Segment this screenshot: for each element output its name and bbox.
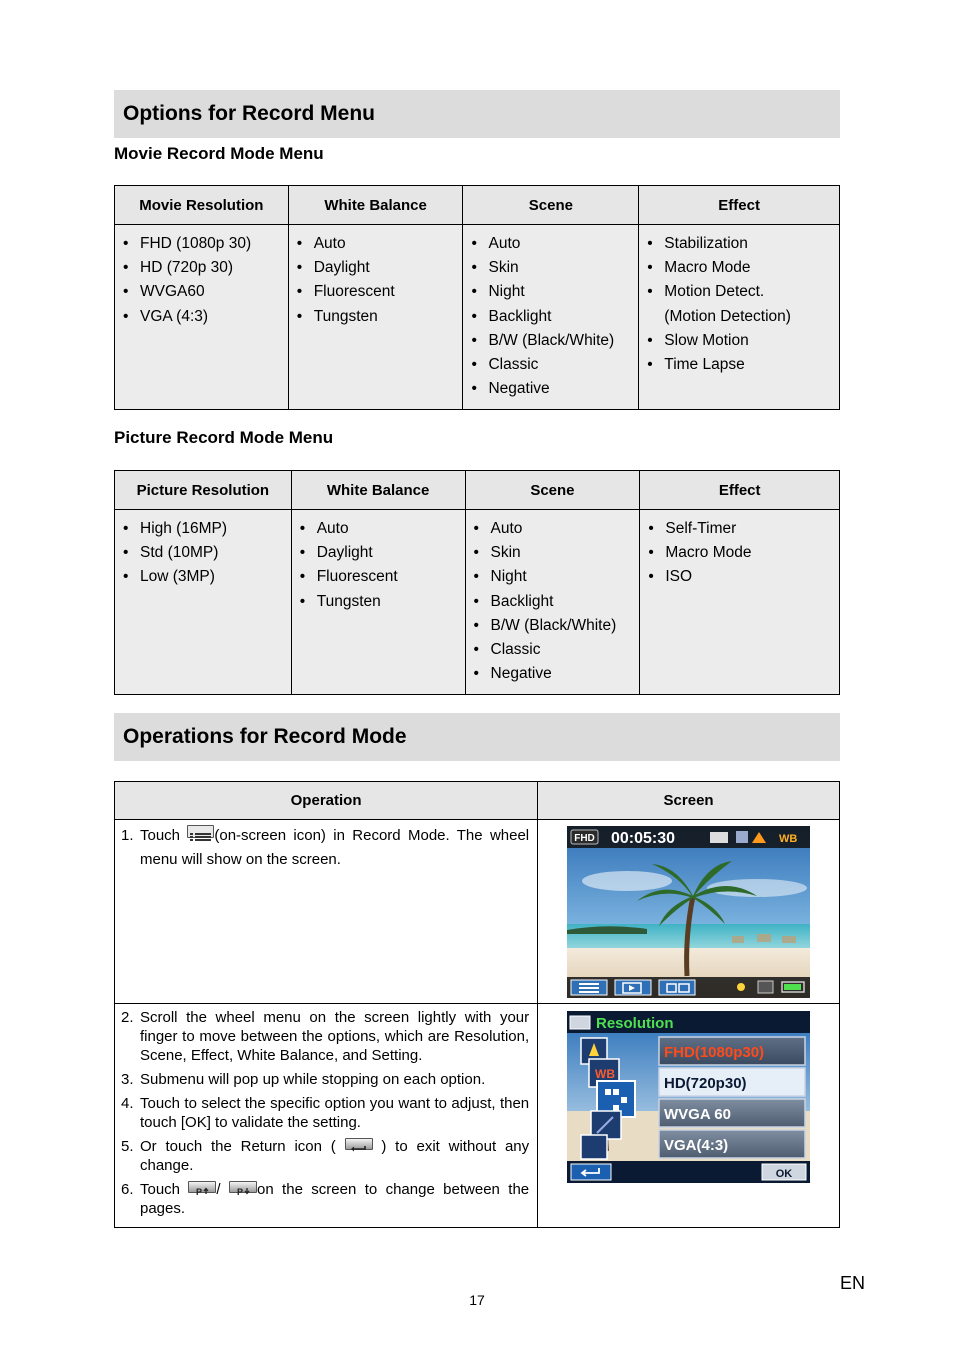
picture-menu-table [114, 470, 840, 695]
list-item: • Fluorescent [295, 280, 457, 304]
step-number: 5. [121, 1138, 134, 1155]
list-item: • Night [469, 280, 632, 304]
resolution-menu-screenshot [567, 1011, 810, 1183]
list-item: • Motion Detect. [645, 280, 833, 304]
step-text: on the screen to change between the pages. [140, 1181, 530, 1217]
list-item: • B/W (Black/White) [469, 329, 632, 353]
step-text: Touch to select the specific option you want to adjust, then touch [OK] to validate the setting. [140, 1095, 530, 1131]
option-list [298, 517, 459, 614]
list-item: • Macro Mode [646, 541, 833, 565]
operation-step-1 [121, 824, 529, 872]
options-section-bar [114, 90, 840, 138]
record-mode-screen-cell [538, 820, 840, 1004]
list-item: • VGA (4:3) [121, 305, 282, 329]
list-item: (Motion Detection) [664, 307, 791, 325]
step-text: (on-screen icon) in Record Mode. The wheel menu will show on the screen. [140, 827, 530, 868]
list-item: • Tungsten [298, 590, 459, 614]
list-item: • ISO [646, 565, 833, 589]
list-item: • Auto [469, 232, 632, 256]
setting-wheel-item[interactable] [581, 1135, 607, 1159]
operation-step-2 [121, 1008, 529, 1065]
step-text: Touch [140, 1181, 189, 1198]
menu-list-icon [187, 825, 214, 838]
wheel-wb-label: WB [595, 1067, 616, 1081]
list-item: • Slow Motion [645, 329, 833, 353]
list-item: • Classic [472, 638, 634, 662]
list-item: • Low (3MP) [121, 565, 285, 589]
step-number: 4. [121, 1095, 134, 1112]
step-text: Scroll the wheel menu on the screen lightly with your finger to move between the options, which are Resolution, Scene, Effect, White Balance, and Setting. [140, 1009, 530, 1064]
resolution-menu-screen-cell [538, 1004, 840, 1228]
list-item: • Auto [472, 517, 634, 541]
list-item: • Auto [295, 232, 457, 256]
picture-menu-heading: Picture Record Mode Menu [114, 428, 334, 447]
page-up-icon [188, 1181, 216, 1196]
step-number: 6. [121, 1181, 134, 1198]
step-text: Or touch the Return icon ( [140, 1138, 345, 1155]
list-item: • Negative [472, 662, 634, 686]
movie-menu-header-2: White Balance [288, 186, 463, 225]
resolution-option-2-label: HD(720p30) [664, 1075, 747, 1092]
page-up-label: P [196, 1187, 203, 1196]
option-list [472, 517, 634, 686]
picture-menu-cell-3 [465, 510, 640, 695]
list-item: • Time Lapse [645, 353, 833, 377]
timecode-label: 00:05:30 [611, 830, 676, 847]
page-number: 17 [469, 1292, 485, 1308]
wb-label: WB [779, 833, 798, 845]
resolution-option-3-label: WVGA 60 [664, 1106, 732, 1123]
list-item: • FHD (1080p 30) [121, 232, 282, 256]
return-button[interactable] [571, 1164, 611, 1180]
list-item: • Fluorescent [298, 565, 459, 589]
list-item: • B/W (Black/White) [472, 614, 634, 638]
picture-menu-cell-4 [640, 510, 840, 695]
list-item: • Classic [469, 353, 632, 377]
list-item: • Std (10MP) [121, 541, 285, 565]
operation-step-3 [121, 1070, 529, 1089]
list-item: • Tungsten [295, 305, 457, 329]
list-item: • Night [472, 565, 634, 589]
option-list [295, 232, 457, 329]
page-down-label: P [236, 1187, 243, 1196]
mode-badge-label: FHD [574, 833, 595, 844]
picture-menu-header-2: White Balance [291, 471, 465, 510]
movie-menu-header-1: Movie Resolution [115, 186, 289, 225]
list-item: • WVGA60 [121, 280, 282, 304]
list-item: • Negative [469, 377, 632, 401]
list-item: • Skin [472, 541, 634, 565]
list-item: • Self-Timer [646, 517, 833, 541]
movie-menu-cell-1 [115, 225, 289, 410]
step-text: Submenu will pop up while stopping on each option. [140, 1071, 486, 1088]
operations-table [114, 781, 840, 1228]
language-marker: EN [840, 1273, 866, 1293]
operation-column-header: Operation [115, 782, 538, 820]
operation-step-4 [121, 1094, 529, 1132]
list-item: • Macro Mode [645, 256, 833, 280]
screen-column-header: Screen [538, 782, 840, 820]
step-text: / [216, 1181, 229, 1198]
step-number: 3. [121, 1071, 134, 1088]
picture-menu-header-1: Picture Resolution [115, 471, 292, 510]
list-item: • High (16MP) [121, 517, 285, 541]
options-section-title: Options for Record Menu [123, 102, 375, 125]
picture-menu-cell-2 [291, 510, 465, 695]
record-mode-screenshot [567, 826, 810, 998]
operation-step-6 [121, 1180, 529, 1218]
operation-step-5 [121, 1137, 529, 1175]
operations-section-title: Operations for Record Mode [123, 725, 407, 748]
movie-menu-cell-2 [288, 225, 463, 410]
movie-menu-heading: Movie Record Mode Menu [114, 144, 324, 163]
option-list [469, 232, 632, 401]
movie-menu-header-3: Scene [463, 186, 639, 225]
picture-menu-cell-1 [115, 510, 292, 695]
option-list [645, 232, 833, 377]
list-item: • HD (720p 30) [121, 256, 282, 280]
step-number: 2. [121, 1009, 134, 1026]
return-icon [345, 1138, 373, 1150]
resolution-option-4-label: VGA(4:3) [664, 1137, 729, 1154]
operation-steps-2-6-cell [115, 1004, 538, 1228]
movie-menu-cell-3 [463, 225, 639, 410]
resolution-menu-title: Resolution [596, 1015, 674, 1032]
list-item: • Backlight [469, 305, 632, 329]
step-text: ) to exit without any change. [140, 1138, 530, 1174]
list-item: • Auto [298, 517, 459, 541]
list-item: • Backlight [472, 590, 634, 614]
resolution-option-1-label: FHD(1080p30) [664, 1044, 765, 1061]
list-item: • Stabilization [645, 232, 833, 256]
picture-menu-header-3: Scene [465, 471, 640, 510]
movie-menu-cell-4 [639, 225, 840, 410]
option-list [121, 517, 285, 590]
movie-menu-header-4: Effect [639, 186, 840, 225]
picture-menu-header-4: Effect [640, 471, 840, 510]
operations-section-bar [114, 713, 840, 761]
list-item: • Skin [469, 256, 632, 280]
list-item: • Daylight [298, 541, 459, 565]
movie-menu-table [114, 185, 840, 410]
list-item: • Daylight [295, 256, 457, 280]
option-list [646, 517, 833, 590]
option-list [121, 232, 282, 329]
step-text: Touch [140, 827, 188, 844]
operation-step-1-cell [115, 820, 538, 1004]
page-down-icon [229, 1181, 257, 1196]
ok-button-label: OK [775, 1168, 793, 1180]
step-number: 1. [121, 827, 134, 844]
